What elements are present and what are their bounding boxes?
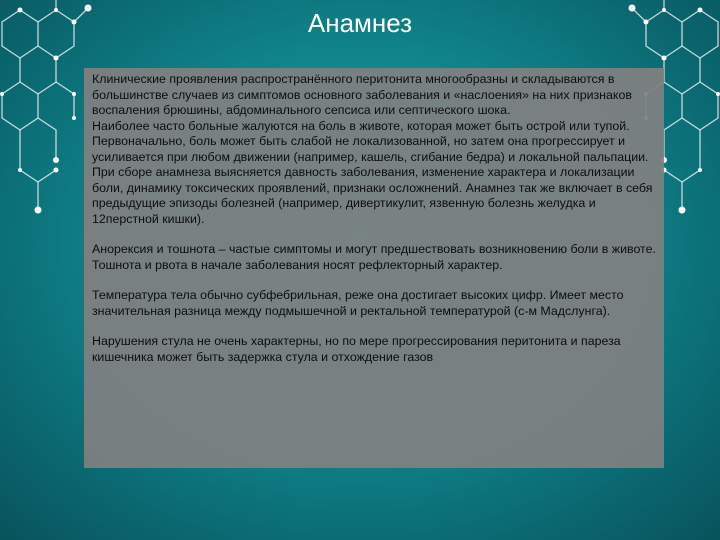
paragraph-anamnesis-collection: При сборе анамнеза выясняется давность заболевания, изменение характера и локализации боли, динамику токсических проявлений, признаки осложнений. Анамнез так же включает в себя предыдущие эпизоды болезней (например, дивертикулит, язвенную болезнь желудка и 12перстной кишки). — [92, 165, 653, 226]
paragraph-spacer — [92, 227, 660, 242]
paragraph-spacer — [92, 319, 660, 334]
paragraph-stool-disorders: Нарушения стула не очень характерны, но по мере прогрессирования перитонита и пареза кишечника может быть задержка стула и отхождение газов — [92, 334, 621, 364]
paragraph-spacer — [92, 273, 660, 288]
slide-body — [92, 72, 660, 365]
paragraph-pain-complaints: Наиболее часто больные жалуются на боль в животе, которая может быть острой или тупой. Первоначально, боль может быть слабой не локализованной, но затем она прогрессирует и усиливается при любом движении (например, кашель, сгибание бедра) и локальной пальпации. — [92, 118, 649, 164]
paragraph-clinical-manifestations: Клинические проявления распространённого перитонита многообразны и складываются в большинстве случаев из симптомов основного заболевания и «наслоения» на них признаков воспаления брюшины, абдоминального сепсиса или септического шока. — [92, 72, 632, 117]
paragraph-anorexia-nausea: Анорексия и тошнота – частые симптомы и могут предшествовать возникновению боли в животе. Тошнота и рвота в начале заболевания носят рефлекторный характер. — [92, 242, 656, 272]
paragraph-body-temperature: Температура тела обычно субфебрильная, реже она достигает высоких цифр. Имеет место значительная разница между подмышечной и ректальной температурой (с-м Мадслунга). — [92, 288, 624, 318]
slide-title: Анамнез — [307, 8, 413, 38]
